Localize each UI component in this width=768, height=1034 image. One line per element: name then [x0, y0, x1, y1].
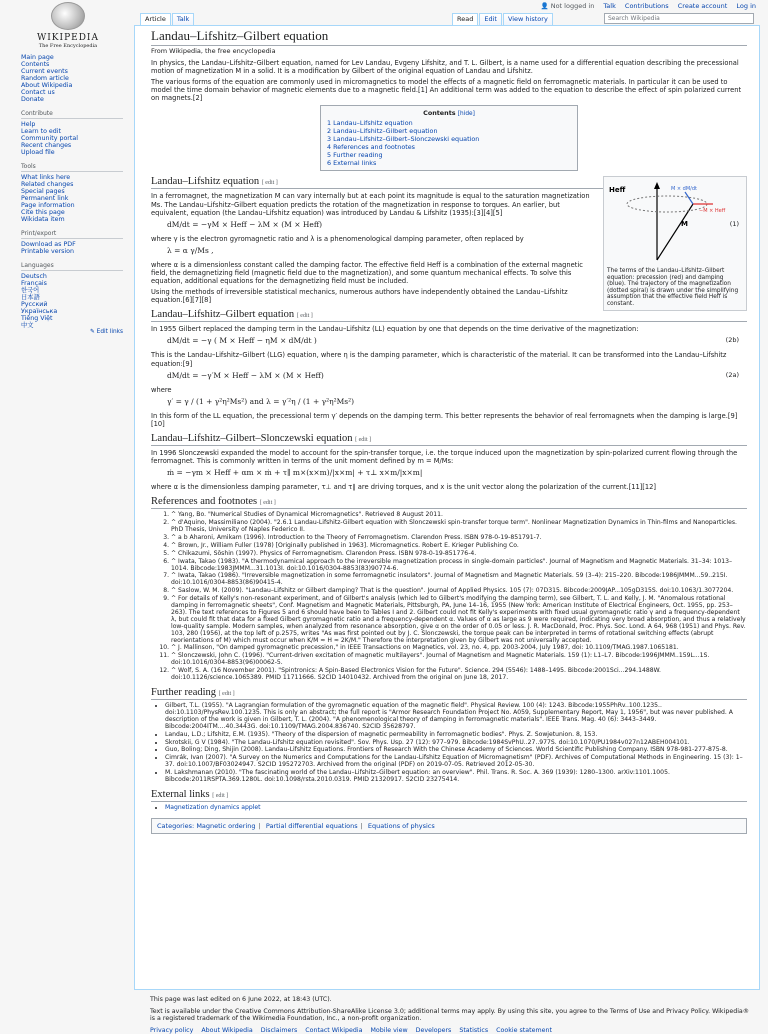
external-links-list [151, 805, 747, 812]
language-link[interactable]: Русский [21, 301, 131, 308]
paragraph: In 1955 Gilbert replaced the damping term in the Landau–Lifshitz (LL) equation by one that depends on the time derivative of the magnetization: [151, 325, 747, 333]
sidebar-link[interactable]: Current events [21, 68, 131, 75]
sidebar-link[interactable]: Contact us [21, 89, 131, 96]
sidebar-link[interactable]: Main page [21, 54, 131, 61]
intro-paragraph: The various forms of the equation are commonly used in micromagnetics to model the effects of a magnetic field on ferromagnetic materials. In particular it can be used to model the time domain behavior of magnetic elements due to a magnetic field.[1] An additional term was added to the equation to describe the effect of spin polarized current on magnets.[2] [151, 78, 747, 102]
view-tabs [452, 13, 554, 25]
toc-item[interactable]: 3 Landau–Lifshitz–Gilbert–Slonczewski equation [327, 135, 571, 143]
language-link[interactable]: Tiếng Việt [21, 315, 131, 322]
external-link[interactable]: Magnetization dynamics applet [165, 804, 261, 811]
talk-link[interactable]: Talk [603, 2, 615, 10]
equation-number: (1) [730, 220, 739, 228]
further-reading-item: • Landau, L.D.; Lifshitz, E.M. (1935). "Theory of the dispersion of magnetic permeability in ferromagnetic bodies". Phys. Z. Sowjetunion. 8, 153. [165, 732, 747, 739]
separator: | [361, 822, 363, 830]
sidebar-print [21, 230, 131, 255]
sidebar-tools [21, 163, 131, 223]
paragraph: where γ is the electron gyromagnetic ratio and λ is a phenomenological damping parameter, often replaced by [151, 235, 747, 243]
sidebar-link[interactable]: Download as PDF [21, 241, 131, 248]
m-label: M [681, 220, 688, 228]
tab-edit[interactable]: Edit [479, 13, 502, 25]
not-logged-in: Not logged in [551, 2, 595, 10]
reference-item: 1. ^ Yang, Bo. "Numerical Studies of Dynamical Micromagnetics". Retrieved 8 August 2011. [171, 512, 747, 519]
language-link[interactable]: Français [21, 280, 131, 287]
paragraph: In a ferromagnet, the magnetization M can vary internally but at each point its magnitude is equal to the saturation magnetization Ms. The Landau–Lifshitz–Gilbert equation predicts the rotation of the magnetization in response to torques. An earlier, but equivalent, equation (the Landau–Lifshitz equation) was introduced by Landau & Lifshitz (1935):[3][4][5] [151, 192, 747, 216]
sidebar-link[interactable]: Community portal [21, 135, 131, 142]
sidebar-link[interactable]: Upload file [21, 149, 131, 156]
paragraph: where [151, 386, 747, 394]
further-reading-item: • Gilbert, T.L. (1955). "A Lagrangian formulation of the gyromagnetic equation of the magnetic field". Physical Review. 100 (4): 1243. Bibcode:1955PhRv..100.1235.. doi:10.1103/PhysRev.100.1235. This is only an abstract; the full report is "Armor Research Foundation Project No. A059, Supplementary Report, May 1, 1956", but was never published. A description of the work is given in Gilbert, T. L. (2004). "A phenomenological theory of damping in ferromagnetic materials". IEEE Trans. Mag. 40 (6): 3443–3449. Bibcode:2004ITM....40.3443G. doi:10.1109/TMAG.2004.836740. S2CID 35628797. [165, 703, 747, 731]
sidebar-link[interactable]: Donate [21, 96, 131, 103]
sidebar-heading: Print/export [21, 230, 123, 239]
toc-title: Contents [423, 109, 455, 117]
table-of-contents [320, 105, 578, 171]
footer-link[interactable]: About Wikipedia [201, 1027, 252, 1034]
footer [150, 996, 750, 1034]
site-subtitle: From Wikipedia, the free encyclopedia [151, 47, 747, 55]
heff-label: Heff [609, 186, 626, 194]
further-reading-list [151, 703, 747, 784]
equation-text: dM/dt = −γ′M × Heff − λM × (M × Heff) [167, 371, 324, 380]
toc-item[interactable]: 2 Landau–Lifshitz–Gilbert equation [327, 127, 571, 135]
sidebar-link[interactable]: Wikidata item [21, 216, 131, 223]
paragraph: Using the methods of irreversible statistical mechanics, numerous authors have independently obtained the Landau–Lifshitz equation.[6][7][8] [151, 288, 747, 304]
reference-item: 10. ^ J. Mallinson, "On damped gyromagnetic precession," in IEEE Transactions on Magnetics, vol. 23, no. 4, pp. 2003-2004, July 1987, doi: 10.1109/TMAG.1987.1065181. [171, 645, 747, 652]
footer-link[interactable]: Privacy policy [150, 1027, 193, 1034]
sidebar-contribute [21, 110, 131, 156]
further-reading-item: • Guo, Boling; Ding, Shijin (2008). Landau-Lifshitz Equations. Frontiers of Research With the Chinese Academy of Sciences. World Scientific Publishing Company. ISBN 978-981-277-875-8. [165, 747, 747, 754]
contributions-link[interactable]: Contributions [625, 2, 669, 10]
heff-arrowhead [654, 182, 660, 189]
user-icon: 👤 [541, 2, 549, 10]
section-heading [151, 309, 747, 322]
section-heading [151, 433, 747, 446]
sidebar-link[interactable]: Page information [21, 202, 131, 209]
equation [167, 220, 747, 232]
footer-places [150, 1027, 750, 1034]
language-link[interactable]: Українська [21, 308, 131, 315]
edit-section-link[interactable]: [ edit ] [297, 313, 313, 319]
edit-section-link[interactable]: [ edit ] [212, 793, 228, 799]
equation-text: ṁ = −γm × Heff + αm × ṁ + τ∥ m×(x×m)/|x×m| + τ⊥ x×m/|x×m| [167, 468, 422, 477]
personal-tools [534, 2, 756, 10]
paragraph: where α is a dimensionless constant called the damping factor. The effective field Heff is a combination of the external magnetic field, the demagnetizing field (magnetic field due to the magnetization), and some quantum mechanical effects. To solve this equation, additional equations for the demagnetizing field must be included. [151, 261, 747, 285]
sidebar-link[interactable]: About Wikipedia [21, 82, 131, 89]
figure [603, 176, 747, 310]
footer-link[interactable]: Contact Wikipedia [305, 1027, 362, 1034]
reference-item: 12. ^ Wolf, S. A. (16 November 2001). "Spintronics: A Spin-Based Electronics Vision for the Future". Science. 294 (5546): 1488–1495. Bibcode:2001Sci...294.1488W. doi:10.1126/science.1065389. PMID 11711666. S2CID 14010432. Archived from the original on June 18, 2017. [171, 668, 747, 682]
reference-item: 2. ^ d'Aquino, Massimiliano (2004). "2.6.1 Landau-Lifshitz-Gilbert equation with Slonczewski spin-transfer torque term". Nonlinear Magnetization Dynamics in Thin-films and Nanoparticles. PhD Thesis, University of Naples Federico II. [171, 520, 747, 534]
equation [167, 468, 747, 480]
reference-item: 8. ^ Saslow, W. M. (2009). "Landau–Lifshitz or Gilbert damping? That is the question". Journal of Applied Physics. 105 (7): 07D315. Bibcode:2009JAP...105gD315S. doi:10.1063/1.3077204. [171, 588, 747, 595]
section-heading [151, 496, 747, 509]
equation-text: dM/dt = −γM × Heff − λM × (M × Heff) [167, 220, 322, 229]
further-reading-item: • Cimrák, Ivan (2007). "A Survey on the Numerics and Computations for the Landau-Lifshitz Equation of Micromagnetism" (PDF). Archives of Computational Methods in Engineering. 15 (3): 1–37. doi:10.1007/BF03024947. S2CID 195272703. Archived from the original (PDF) on 2019-07-05. Retrieved 2012-05-30. [165, 755, 747, 769]
logo-tagline: The Free Encyclopedia [20, 43, 116, 49]
equation [167, 397, 747, 409]
equation-text: dM/dt = −γ ( M × Heff − ηM × dM/dt ) [167, 336, 317, 345]
section-title: References and footnotes [151, 496, 257, 507]
article-content [134, 25, 760, 990]
further-reading-item: • Skrotskii, G V (1984). "The Landau-Lifshitz equation revisited". Sov. Phys. Usp. 27 (12): 977–979. Bibcode:1984SvPhU..27..977S. doi:10.1070/PU1984v027n12ABEH004101. [165, 740, 747, 747]
search-input[interactable]: Search Wikipedia [604, 13, 754, 24]
toc-item[interactable]: 4 References and footnotes [327, 143, 571, 151]
namespace-tabs [140, 13, 195, 25]
equation-number: (2b) [726, 336, 739, 344]
paragraph: This is the Landau–Lifshitz–Gilbert (LLG) equation, where η is the damping parameter, which is characteristic of the material. It can be transformed into the Landau–Lifshitz equation:[9] [151, 351, 747, 367]
sidebar-heading: Tools [21, 163, 123, 172]
section-title: Landau–Lifshitz equation [151, 176, 259, 187]
reference-item: 9. ^ For details of Kelly's non-resonant experiment, and of Gilbert's analysis (which led to Gilbert's modifying the damping term), see Gilbert, T. L. and Kelly, J. M. "Anomalous rotational damping in ferromagnetic sheets", Conf. Magnetism and Magnetic Materials, Pittsburgh, PA, June 14–16, 1955 (New York: American Institute of Electrical Engineers, Oct. 1955, pp. 253–263). The text references to Figures 5 and 6 should have been to Tables I and 2. Gilbert could not fit Kelly's experiments with fixed usual gyromagnetic ratio γ and a frequency-dependent λ, but could fit that data for a fixed Gilbert gyromagnetic ratio and a frequency-dependent α. Values of α as large as 9 were required, indicating very broad absorption, and thus a relatively low-quality sample. Modern samples, when analyzed from resonance absorption, give α on the order of 0.05 or less. J. R. MacDonald, Proc. Phys. Soc. Lond. A 64, 968 (1951) and Phys. Rev. 103, 280 (1956), at the top left of p.2575, writes "As was first pointed out by J. C. Slonczewski, the torque peak can be interpreted in terms of rotational switching effects (abrupt reorientations of M) which must occur when K/M ≈ H ≈ 2K/M." Therefore the interpretation given by Gilbert was not universally accepted. [171, 596, 747, 644]
paragraph: In this form of the LL equation, the precessional term γ′ depends on the damping term. This better represents the behavior of real ferromagnets when the damping is large.[9][10] [151, 412, 747, 428]
sidebar-link[interactable]: Related changes [21, 181, 131, 188]
paragraph: where α is the dimensionless damping parameter, τ⊥ and τ∥ are driving torques, and x is the unit vector along the polarization of the current.[11][12] [151, 483, 747, 491]
sidebar-link[interactable]: Learn to edit [21, 128, 131, 135]
section-title: External links [151, 789, 210, 800]
list-item [165, 805, 747, 812]
section-heading [151, 687, 747, 700]
language-link[interactable]: Deutsch [21, 273, 131, 280]
sidebar-link[interactable]: Recent changes [21, 142, 131, 149]
edit-links[interactable]: ✎ Edit links [21, 329, 123, 336]
reference-item: 5. ^ Chikazumi, Sōshin (1997). Physics of Ferromagnetism. Clarendon Press. ISBN 978-0-19-851776-4. [171, 551, 747, 558]
section-title: Further reading [151, 687, 216, 698]
reference-item: 3. ^ a b Aharoni, Amikam (1996). Introduction to the Theory of Ferromagnetism. Clarendon Press. ISBN 978-0-19-851791-7. [171, 535, 747, 542]
category-link[interactable]: Equations of physics [368, 822, 435, 830]
language-link[interactable]: 日本語 [21, 294, 131, 301]
section-heading [151, 789, 747, 802]
globe-icon [51, 2, 85, 30]
further-reading-item: • M. Lakshmanan (2010). "The fascinating world of the Landau–Lifshitz–Gilbert equation: an overview". Phil. Trans. R. Soc. A. 369 (1939): 1280–1300. arXiv:1101.1005. Bibcode:2011RSPTA.369.1280L. doi:10.1098/rsta.2010.0319. PMID 21320917. S2CID 23275414. [165, 770, 747, 784]
precession-label: −M × Heff [699, 208, 726, 214]
login-link[interactable]: Log in [736, 2, 756, 10]
category-links [151, 818, 747, 834]
reference-item: 6. ^ Iwata, Takao (1983). "A thermodynamical approach to the irreversible magnetization process in single-domain particles". Journal of Magnetism and Magnetic Materials. 31–34: 1013–1014. Bibcode:1983JMMM...31.1013I. doi:10.1016/0304-8853(83)90774-6. [171, 559, 747, 573]
sidebar-heading: Contribute [21, 110, 123, 119]
license-text: Text is available under the Creative Commons Attribution-ShareAlike License 3.0; additional terms may apply. By using this site, you agree to the Terms of Use and Privacy Policy. Wikipedia® is a registered trademark of the Wikimedia Foundation, Inc., a non-profit organization. [150, 1008, 750, 1023]
section-title: Landau–Lifshitz–Gilbert equation [151, 309, 294, 320]
equation [167, 336, 747, 348]
language-link[interactable]: 中文 [21, 322, 131, 329]
reference-item: 4. ^ Brown, Jr., William Fuller (1978) [Originally published in 1963]. Micromagnetics. Robert E. Krieger Publishing Co. [171, 543, 747, 550]
sidebar-link[interactable]: What links here [21, 174, 131, 181]
category-link[interactable]: Magnetic ordering [196, 822, 255, 830]
footer-link[interactable]: Statistics [459, 1027, 488, 1034]
sidebar-link[interactable]: Contents [21, 61, 131, 68]
references-list [151, 512, 747, 682]
sidebar-link[interactable]: Help [21, 121, 131, 128]
categories-label[interactable]: Categories: [157, 822, 194, 830]
footer-link[interactable]: Disclaimers [261, 1027, 298, 1034]
sidebar-link[interactable]: Permanent link [21, 195, 131, 202]
toc-item[interactable]: 5 Further reading [327, 151, 571, 159]
create-account-link[interactable]: Create account [678, 2, 728, 10]
figure-caption: The terms of the Landau–Lifshitz–Gilbert equation: precession (red) and damping (blue). The trajectory of the magnetization (dotted spiral) is drawn under the simplifying assumption that the effective field Heff is constant. [607, 268, 743, 306]
sidebar-heading: Languages [21, 262, 123, 271]
wikipedia-logo[interactable] [20, 2, 116, 50]
sidebar-link[interactable]: Printable version [21, 248, 131, 255]
damping-arrow [685, 192, 693, 204]
sidebar-navigation [21, 54, 131, 103]
footer-link[interactable]: Developers [416, 1027, 452, 1034]
intro-paragraph: In physics, the Landau–Lifshitz–Gilbert equation, named for Lev Landau, Evgeny Lifshitz, and T. L. Gilbert, is a name used for a differential equation describing the precessional motion of magnetization M in a solid. It is a modification by Gilbert of the original equation of Landau and Lifshitz. [151, 59, 747, 75]
toc-hide-button[interactable]: [hide] [458, 111, 475, 117]
equation [167, 371, 747, 383]
equation-number: (2a) [726, 371, 739, 379]
language-link[interactable]: 한국어 [21, 287, 131, 294]
tab-article[interactable]: Article [140, 13, 171, 25]
logo-wordmark: WIKIPEDIA [20, 33, 116, 43]
toc-item[interactable]: 6 External links [327, 159, 571, 167]
tab-view-history[interactable]: View history [503, 13, 553, 25]
footer-link[interactable]: Cookie statement [496, 1027, 552, 1034]
edit-section-link[interactable]: [ edit ] [262, 180, 278, 186]
edit-section-link[interactable]: [ edit ] [219, 691, 235, 697]
sidebar [21, 54, 131, 343]
paragraph: In 1996 Slonczewski expanded the model to account for the spin-transfer torque, i.e. the torque induced upon the magnetization by spin-polarized current flowing through the ferromagnet. This is commonly written in terms of the unit moment defined by m = M/Ms: [151, 449, 747, 465]
equation [167, 246, 747, 258]
reference-item: 11. ^ Slonczewski, John C. (1996). "Current-driven excitation of magnetic multilayers". Journal of Magnetism and Magnetic Materials. 159 (1): L1–L7. Bibcode:1996JMMM..159L...1S. doi:10.1016/0304-8853(96)00062-5. [171, 653, 747, 667]
separator: | [259, 822, 261, 830]
sidebar-link[interactable]: Cite this page [21, 209, 131, 216]
equation-text: γ′ = γ / (1 + γ²η²Ms²) and λ = γ′²η / (1 + γ²η²Ms²) [167, 397, 354, 406]
edit-section-link[interactable]: [ edit ] [260, 500, 276, 506]
equation-text: λ = α γ/Ms , [167, 246, 214, 255]
sidebar-languages [21, 262, 131, 336]
sidebar-link[interactable]: Special pages [21, 188, 131, 195]
damping-label: M × dM/dt [671, 186, 697, 192]
edit-section-link[interactable]: [ edit ] [355, 437, 371, 443]
toc-item[interactable]: 1 Landau–Lifshitz equation [327, 119, 571, 127]
last-edited: This page was last edited on 6 June 2022, at 18:43 (UTC). [150, 996, 750, 1004]
tab-talk[interactable]: Talk [172, 13, 194, 25]
sidebar-link[interactable]: Random article [21, 75, 131, 82]
tab-read[interactable]: Read [452, 13, 478, 25]
reference-item: 7. ^ Iwata, Takao (1986). "Irreversible magnetization in some ferromagnetic insulators". Journal of Magnetism and Magnetic Materials. 59 (3–4): 215–220. Bibcode:1986JMMM...59..215I. doi:10.1016/0304-8853(86)90415-4. [171, 573, 747, 587]
category-link[interactable]: Partial differential equations [266, 822, 358, 830]
page-title: Landau–Lifshitz–Gilbert equation [151, 28, 747, 46]
section-title: Landau–Lifshitz–Gilbert–Slonczewski equation [151, 433, 353, 444]
footer-link[interactable]: Mobile view [370, 1027, 407, 1034]
